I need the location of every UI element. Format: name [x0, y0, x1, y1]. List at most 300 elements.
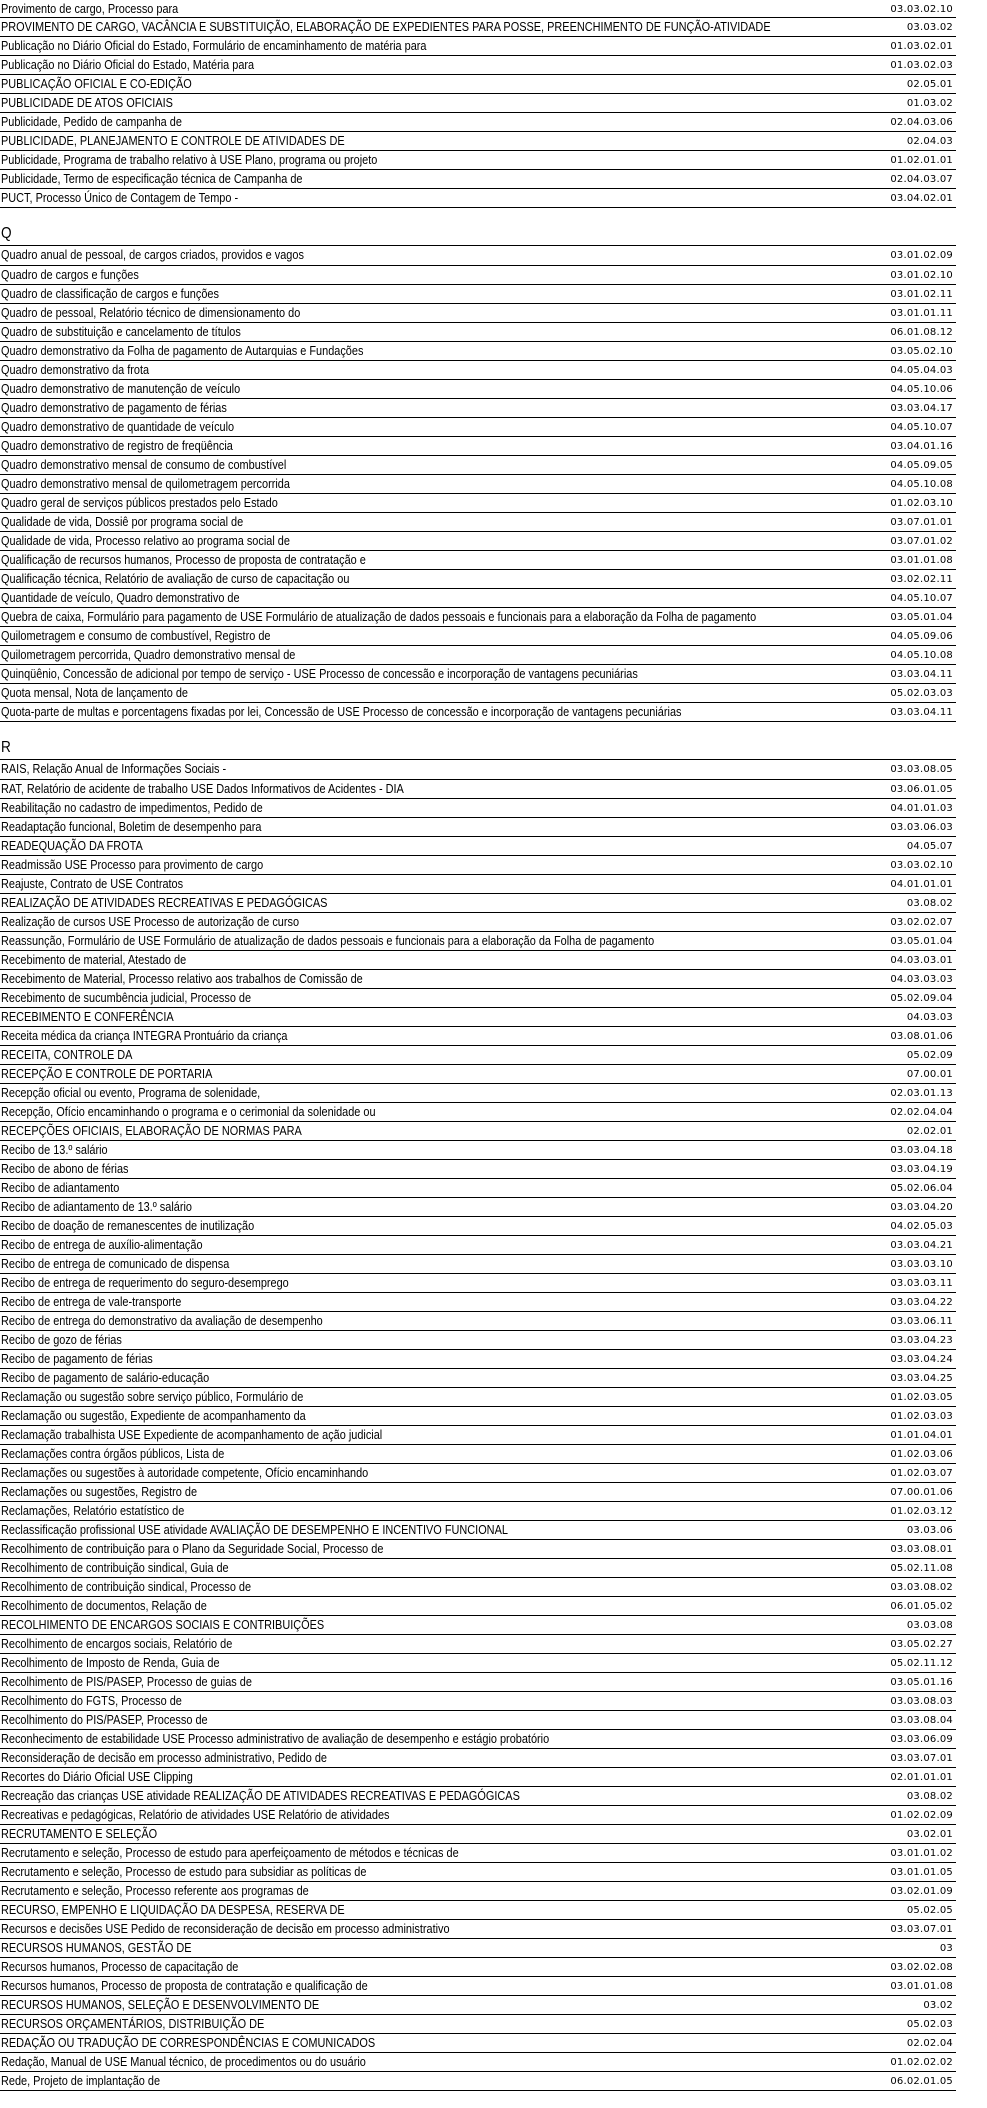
index-entry-row [0, 113, 956, 132]
entry-classification-code: 02.02.04 [906, 2038, 953, 2049]
index-entry-row [0, 1388, 956, 1407]
entry-classification-code: 03.03.04.11 [890, 707, 953, 718]
index-entry-row [0, 1502, 956, 1521]
index-entry-row [0, 1882, 956, 1901]
entry-classification-code: 03.05.02.27 [890, 1639, 953, 1650]
entry-classification-code: 03.03.07.01 [890, 1924, 953, 1935]
entry-term: Publicidade, Programa de trabalho relativo à USE Plano, programa ou projeto [1, 152, 378, 167]
entry-term: Recolhimento de contribuição para o Plano da Seguridade Social, Processo de [1, 1541, 384, 1556]
entry-classification-code: 03.03.06.11 [890, 1316, 953, 1327]
entry-classification-code: 04.05.10.08 [890, 650, 953, 661]
index-entry-row [0, 1426, 956, 1445]
index-entry-row [0, 970, 956, 989]
entry-classification-code: 03.05.01.16 [890, 1677, 953, 1688]
entry-term: RAIS, Relação Anual de Informações Sociais - [1, 761, 227, 776]
index-entry-row [0, 1084, 956, 1103]
entry-classification-code: 02.02.01 [906, 1126, 953, 1137]
entry-term: Recibo de entrega de auxílio-alimentação [1, 1237, 203, 1252]
entry-classification-code: 01.03.02.03 [890, 60, 953, 71]
entry-term: Recolhimento do FGTS, Processo de [1, 1693, 182, 1708]
index-entry-row [0, 1331, 956, 1350]
entry-classification-code: 03.03.04.21 [890, 1240, 953, 1251]
entry-classification-code: 03.05.02.10 [890, 346, 953, 357]
index-entry-row [0, 1958, 956, 1977]
index-entry-row [0, 1198, 956, 1217]
entry-classification-code: 04.03.03.01 [890, 955, 953, 966]
index-entry-row [0, 1350, 956, 1369]
entry-term: Reclamações ou sugestões à autoridade competente, Ofício encaminhando [1, 1465, 369, 1480]
entry-classification-code: 03.03.08.02 [890, 1582, 953, 1593]
entry-classification-code: 03.03.03.10 [890, 1259, 953, 1270]
entry-term: Reajuste, Contrato de USE Contratos [1, 876, 184, 891]
entry-term: Recolhimento de PIS/PASEP, Processo de guias de [1, 1674, 252, 1689]
entry-classification-code: 04.05.10.07 [890, 422, 953, 433]
entry-classification-code: 03.03.04.18 [890, 1145, 953, 1156]
entry-term: Recibo de entrega do demonstrativo da avaliação de desempenho [1, 1313, 323, 1328]
entry-term: Recepção oficial ou evento, Programa de solenidade, [1, 1085, 261, 1100]
entry-classification-code: 03.02.01.09 [890, 1886, 953, 1897]
index-entry-row [0, 75, 956, 94]
entry-term: RAT, Relatório de acidente de trabalho USE Dados Informativos de Acidentes - DIA [1, 781, 404, 796]
entry-term: Reclamação ou sugestão sobre serviço público, Formulário de [1, 1389, 304, 1404]
entry-classification-code: 06.01.05.02 [890, 1601, 953, 1612]
entry-classification-code: 03.03.04.19 [890, 1164, 953, 1175]
entry-term: Recepção, Ofício encaminhando o programa e o cerimonial da solenidade ou [1, 1104, 376, 1119]
entry-classification-code: 06.01.08.12 [890, 327, 953, 338]
entry-term: Quota-parte de multas e porcentagens fixadas por lei, Concessão de USE Processo de concessão e incorporação de vantagens pecuniárias [1, 704, 682, 719]
index-entry-row [0, 1103, 956, 1122]
entry-term: PUCT, Processo Único de Contagem de Tempo - [1, 190, 239, 205]
index-entry-row [0, 1065, 956, 1084]
entry-term: Reassunção, Formulário de USE Formulário de atualização de dados pessoais e funcionais para a elaboração da Folha de pagamento [1, 933, 655, 948]
entry-term: Reclamações contra órgãos públicos, Lista de [1, 1446, 225, 1461]
entry-term: REDAÇÃO OU TRADUÇÃO DE CORRESPONDÊNCIAS E COMUNICADOS [1, 2035, 376, 2050]
entry-term: Recolhimento de contribuição sindical, Guia de [1, 1560, 229, 1575]
index-entry-row [0, 1293, 956, 1312]
index-entry-row [0, 1692, 956, 1711]
entry-classification-code: 01.02.03.05 [890, 1392, 953, 1403]
entry-term: Recolhimento de encargos sociais, Relatório de [1, 1636, 233, 1651]
entry-term: Quadro de substituição e cancelamento de títulos [1, 324, 241, 339]
index-entry-row [0, 1369, 956, 1388]
index-entry-row [0, 1996, 956, 2015]
entry-classification-code: 03.02.02.08 [890, 1962, 953, 1973]
entry-classification-code: 03.03.08.03 [890, 1696, 953, 1707]
entry-classification-code: 03.03.08 [906, 1620, 953, 1631]
entry-term: Readaptação funcional, Boletim de desempenho para [1, 819, 262, 834]
entry-term: Reclamações, Relatório estatístico de [1, 1503, 185, 1518]
entry-classification-code: 03.04.02.01 [890, 193, 953, 204]
index-entry-row [0, 989, 956, 1008]
index-entry-row [0, 951, 956, 970]
entry-term: Quadro demonstrativo de registro de freqüência [1, 438, 233, 453]
index-entry-row [0, 380, 956, 399]
entry-term: Quebra de caixa, Formulário para pagamento de USE Formulário de atualização de dados pessoais e funcionais para a elaboração da Folha de pagamento [1, 609, 757, 624]
index-entry-row [0, 304, 956, 323]
entry-term: Recursos humanos, Processo de capacitação de [1, 1959, 239, 1974]
entry-term: Reabilitação no cadastro de impedimentos, Pedido de [1, 800, 263, 815]
entry-classification-code: 03.02.01 [906, 1829, 953, 1840]
index-entry-row [0, 932, 956, 951]
index-entry-row [0, 418, 956, 437]
entry-classification-code: 05.02.03 [906, 2019, 953, 2030]
entry-term: Qualidade de vida, Dossiê por programa social de [1, 514, 244, 529]
entry-classification-code: 07.00.01.06 [890, 1487, 953, 1498]
index-entry-row [0, 246, 956, 266]
index-entry-row [0, 513, 956, 532]
entry-term: Recursos humanos, Processo de proposta de contratação e qualificação de [1, 1978, 368, 1993]
index-entry-row [0, 627, 956, 646]
entry-classification-code: 01.02.01.01 [890, 155, 953, 166]
entry-term: Recibo de entrega de comunicado de dispensa [1, 1256, 230, 1271]
entry-classification-code: 03.03.04.24 [890, 1354, 953, 1365]
index-entry-row [0, 894, 956, 913]
section-letter: Q [1, 225, 12, 242]
entry-classification-code: 01.02.02.02 [890, 2057, 953, 2068]
index-entry-row [0, 1730, 956, 1749]
entry-term: Recrutamento e seleção, Processo de estudo para subsidiar as políticas de [1, 1864, 367, 1879]
entry-classification-code: 03.03.08.05 [890, 764, 953, 775]
index-entry-row [0, 1901, 956, 1920]
index-entry-row [0, 18, 956, 37]
entry-classification-code: 05.02.03.03 [890, 688, 953, 699]
index-entry-row [0, 494, 956, 513]
entry-classification-code: 03.03.02 [906, 22, 953, 33]
index-entry-row [0, 0, 956, 18]
entry-classification-code: 03.03.04.23 [890, 1335, 953, 1346]
entry-classification-code: 03 [939, 1943, 953, 1954]
entry-term: REALIZAÇÃO DE ATIVIDADES RECREATIVAS E PEDAGÓGICAS [1, 895, 328, 910]
entry-term: Publicidade, Termo de especificação técnica de Campanha de [1, 171, 303, 186]
entry-term: Recibo de pagamento de férias [1, 1351, 153, 1366]
entry-term: RECEPÇÕES OFICIAIS, ELABORAÇÃO DE NORMAS PARA [1, 1123, 302, 1138]
entry-term: Quadro de pessoal, Relatório técnico de dimensionamento do [1, 305, 301, 320]
entry-classification-code: 04.05.10.08 [890, 479, 953, 490]
index-entry-row [0, 1749, 956, 1768]
index-entry-row [0, 1597, 956, 1616]
index-entry-row [0, 532, 956, 551]
entry-classification-code: 03.08.02 [906, 898, 953, 909]
entry-term: Quadro demonstrativo da frota [1, 362, 150, 377]
index-entry-row [0, 837, 956, 856]
entry-classification-code: 04.01.01.03 [890, 803, 953, 814]
entry-term: Rede, Projeto de implantação de [1, 2073, 161, 2088]
index-entry-row [0, 285, 956, 304]
entry-classification-code: 05.02.09.04 [890, 993, 953, 1004]
entry-term: Recibo de entrega de vale-transporte [1, 1294, 182, 1309]
index-entry-row [0, 1787, 956, 1806]
entry-term: PUBLICIDADE, PLANEJAMENTO E CONTROLE DE ATIVIDADES DE [1, 133, 345, 148]
entry-term: Quilometragem e consumo de combustível, Registro de [1, 628, 271, 643]
entry-term: Recibo de 13.º salário [1, 1142, 108, 1157]
entry-classification-code: 03.04.01.16 [890, 441, 953, 452]
entry-term: Recolhimento de documentos, Relação de [1, 1598, 207, 1613]
index-entry-row [0, 1179, 956, 1198]
index-entry-row [0, 875, 956, 894]
entry-term: Recibo de adiantamento de 13.º salário [1, 1199, 192, 1214]
entry-classification-code: 03.03.06.09 [890, 1734, 953, 1745]
entry-classification-code: 05.02.11.12 [890, 1658, 953, 1669]
index-entry-row [0, 170, 956, 189]
index-entry-row [0, 818, 956, 837]
index-entry-row [0, 456, 956, 475]
entry-term: Realização de cursos USE Processo de autorização de curso [1, 914, 300, 929]
index-entry-row [0, 684, 956, 703]
entry-classification-code: 05.02.11.08 [890, 1563, 953, 1574]
entry-classification-code: 03.03.04.11 [890, 669, 953, 680]
entry-classification-code: 01.03.02 [906, 98, 953, 109]
entry-classification-code: 04.05.09.06 [890, 631, 953, 642]
entry-term: Quadro de classificação de cargos e funções [1, 286, 219, 301]
entry-classification-code: 03.02.02.11 [890, 574, 953, 585]
index-entry-row [0, 2015, 956, 2034]
index-entry-row [0, 760, 956, 780]
entry-term: Publicação no Diário Oficial do Estado, Matéria para [1, 57, 255, 72]
index-entry-row [0, 2072, 956, 2091]
entry-term: Recolhimento de Imposto de Renda, Guia de [1, 1655, 220, 1670]
index-entry-row [0, 399, 956, 418]
entry-term: Reclamação trabalhista USE Expediente de acompanhamento de ação judicial [1, 1427, 383, 1442]
entry-classification-code: 03.03.03.11 [890, 1278, 953, 1289]
entry-term: Provimento de cargo, Processo para [1, 1, 179, 16]
entry-term: Quadro anual de pessoal, de cargos criados, providos e vagos [1, 247, 304, 262]
section-q [0, 223, 956, 722]
index-entry-row [0, 189, 956, 208]
index-entry-row [0, 1825, 956, 1844]
index-entry-row [0, 608, 956, 627]
entry-classification-code: 03.02.02.07 [890, 917, 953, 928]
entry-term: PROVIMENTO DE CARGO, VACÂNCIA E SUBSTITUIÇÃO, ELABORAÇÃO DE EXPEDIENTES PARA POSSE, PREENCHIMENTO DE FUNÇÃO-ATIVIDADE [1, 19, 771, 34]
entry-classification-code: 01.02.03.07 [890, 1468, 953, 1479]
entry-term: Quadro demonstrativo mensal de consumo de combustível [1, 457, 287, 472]
index-entry-row [0, 1920, 956, 1939]
index-entry-row [0, 913, 956, 932]
entry-term: Reclassificação profissional USE atividade AVALIAÇÃO DE DESEMPENHO E INCENTIVO FUNCIONAL [1, 1522, 508, 1537]
entry-term: Reclamações ou sugestões, Registro de [1, 1484, 198, 1499]
index-entry-row [0, 1141, 956, 1160]
entry-classification-code: 02.01.01.01 [890, 1772, 953, 1783]
index-entry-row [0, 342, 956, 361]
entry-term: Recrutamento e seleção, Processo referente aos programas de [1, 1883, 309, 1898]
entry-classification-code: 03.03.04.17 [890, 403, 953, 414]
entry-term: Qualificação técnica, Relatório de avaliação de curso de capacitação ou [1, 571, 350, 586]
entry-classification-code: 03.03.04.20 [890, 1202, 953, 1213]
index-entry-row [0, 1312, 956, 1331]
entry-classification-code: 04.05.09.05 [890, 460, 953, 471]
entry-term: RECURSOS HUMANOS, GESTÃO DE [1, 1940, 192, 1955]
entry-term: Quadro demonstrativo de pagamento de férias [1, 400, 227, 415]
entry-classification-code: 01.01.04.01 [890, 1430, 953, 1441]
index-entry-row [0, 1635, 956, 1654]
entry-term: Quota mensal, Nota de lançamento de [1, 685, 188, 700]
index-entry-row [0, 856, 956, 875]
index-entry-row [0, 1255, 956, 1274]
entry-term: Recibo de pagamento de salário-educação [1, 1370, 210, 1385]
entry-term: Recrutamento e seleção, Processo de estudo para aperfeiçoamento de métodos e técnicas de [1, 1845, 459, 1860]
index-entry-row [0, 1806, 956, 1825]
index-entry-row [0, 1122, 956, 1141]
entry-term: Recortes do Diário Oficial USE Clipping [1, 1769, 193, 1784]
index-entry-row [0, 56, 956, 75]
entry-term: Redação, Manual de USE Manual técnico, de procedimentos ou do usuário [1, 2054, 366, 2069]
entry-term: Quinqüênio, Concessão de adicional por tempo de serviço - USE Processo de concessão e incorporação de vantagens pecuniárias [1, 666, 638, 681]
entry-classification-code: 03.03.08.01 [890, 1544, 953, 1555]
entry-classification-code: 02.04.03.06 [890, 117, 953, 128]
index-entry-row [0, 1445, 956, 1464]
index-entry-row [0, 1483, 956, 1502]
index-entry-row [0, 1768, 956, 1787]
index-entry-row [0, 1711, 956, 1730]
index-entry-row [0, 551, 956, 570]
entry-term: Quadro demonstrativo mensal de quilometragem percorrida [1, 476, 290, 491]
index-entry-row [0, 475, 956, 494]
entry-term: Reconhecimento de estabilidade USE Processo administrativo de avaliação de desempenho e estágio probatório [1, 1731, 550, 1746]
entry-term: RECOLHIMENTO DE ENCARGOS SOCIAIS E CONTRIBUIÇÕES [1, 1617, 325, 1632]
entry-term: Quantidade de veículo, Quadro demonstrativo de [1, 590, 240, 605]
index-entry-row [0, 589, 956, 608]
index-entry-row [0, 323, 956, 342]
entry-classification-code: 04.01.01.01 [890, 879, 953, 890]
index-entry-row [0, 1616, 956, 1635]
entry-classification-code: 03.03.02.10 [890, 860, 953, 871]
entry-classification-code: 01.02.03.06 [890, 1449, 953, 1460]
entry-classification-code: 04.03.03.03 [890, 974, 953, 985]
entry-classification-code: 03.08.01.06 [890, 1031, 953, 1042]
index-entry-row [0, 1027, 956, 1046]
index-entry-row [0, 266, 956, 285]
index-entry-row [0, 780, 956, 799]
entry-classification-code: 03.03.06.03 [890, 822, 953, 833]
entry-classification-code: 03.06.01.05 [890, 784, 953, 795]
entry-classification-code: 03.07.01.02 [890, 536, 953, 547]
entry-term: Qualificação de recursos humanos, Processo de proposta de contratação e [1, 552, 366, 567]
index-entry-row [0, 1863, 956, 1882]
index-entry-row [0, 646, 956, 665]
entry-classification-code: 03.08.02 [906, 1791, 953, 1802]
entry-classification-code: 03.01.02.10 [890, 270, 953, 281]
entry-classification-code: 03.05.01.04 [890, 612, 953, 623]
entry-classification-code: 06.02.01.05 [890, 2076, 953, 2087]
entry-classification-code: 04.05.10.07 [890, 593, 953, 604]
index-entry-row [0, 2034, 956, 2053]
entry-classification-code: 02.05.01 [906, 79, 953, 90]
entry-term: Readmissão USE Processo para provimento de cargo [1, 857, 264, 872]
entry-term: RECEITA, CONTROLE DA [1, 1047, 133, 1062]
entry-term: Recibo de doação de remanescentes de inutilização [1, 1218, 255, 1233]
section-letter: R [1, 739, 11, 756]
entry-term: RECURSO, EMPENHO E LIQUIDAÇÃO DA DESPESA, RESERVA DE [1, 1902, 345, 1917]
entry-classification-code: 02.02.04.04 [890, 1107, 953, 1118]
entry-term: Recibo de abono de férias [1, 1161, 129, 1176]
index-entry-row [0, 1673, 956, 1692]
entry-classification-code: 05.02.06.04 [890, 1183, 953, 1194]
index-entry-row [0, 665, 956, 684]
index-entry-row [0, 1578, 956, 1597]
entry-classification-code: 03.03.04.22 [890, 1297, 953, 1308]
entry-term: RECEBIMENTO E CONFERÊNCIA [1, 1009, 174, 1024]
index-entry-row [0, 1844, 956, 1863]
index-entry-row [0, 1008, 956, 1027]
entry-classification-code: 01.02.03.03 [890, 1411, 953, 1422]
entry-classification-code: 03.01.01.05 [890, 1867, 953, 1878]
entry-term: RECURSOS HUMANOS, SELEÇÃO E DESENVOLVIMENTO DE [1, 1997, 320, 2012]
section-r [0, 737, 956, 2091]
entry-classification-code: 04.05.04.03 [890, 365, 953, 376]
entry-term: Recibo de gozo de férias [1, 1332, 122, 1347]
index-entry-row [0, 1521, 956, 1540]
entry-term: Quadro geral de serviços públicos prestados pelo Estado [1, 495, 278, 510]
entry-term: Recolhimento de contribuição sindical, Processo de [1, 1579, 252, 1594]
entry-term: Quadro demonstrativo da Folha de pagamento de Autarquias e Fundações [1, 343, 364, 358]
index-entry-row [0, 570, 956, 589]
entry-classification-code: 03.03.08.04 [890, 1715, 953, 1726]
entry-classification-code: 04.05.10.06 [890, 384, 953, 395]
entry-term: Reconsideração de decisão em processo administrativo, Pedido de [1, 1750, 327, 1765]
entry-classification-code: 05.02.09 [906, 1050, 953, 1061]
entry-term: Recebimento de sucumbência judicial, Processo de [1, 990, 252, 1005]
entry-term: Recursos e decisões USE Pedido de reconsideração de decisão em processo administrativo [1, 1921, 450, 1936]
index-entry-row [0, 437, 956, 456]
entry-classification-code: 02.04.03 [906, 136, 953, 147]
entry-classification-code: 03.03.07.01 [890, 1753, 953, 1764]
entry-classification-code: 04.05.07 [906, 841, 953, 852]
entry-term: PUBLICIDADE DE ATOS OFICIAIS [1, 95, 173, 110]
entry-term: RECRUTAMENTO E SELEÇÃO [1, 1826, 158, 1841]
entry-classification-code: 03.03.02.10 [890, 4, 953, 15]
entry-classification-code: 02.03.01.13 [890, 1088, 953, 1099]
entry-classification-code: 03.03.06 [906, 1525, 953, 1536]
entry-classification-code: 04.02.05.03 [890, 1221, 953, 1232]
index-entry-row [0, 361, 956, 380]
index-entry-row [0, 1939, 956, 1958]
entry-term: Quadro demonstrativo de quantidade de veículo [1, 419, 235, 434]
entry-term: Publicação no Diário Oficial do Estado, Formulário de encaminhamento de matéria para [1, 38, 427, 53]
index-entry-row [0, 1977, 956, 1996]
index-entry-row [0, 1046, 956, 1065]
entry-classification-code: 03.01.02.11 [890, 289, 953, 300]
index-entry-row [0, 94, 956, 113]
entry-term: Recebimento de Material, Processo relativo aos trabalhos de Comissão de [1, 971, 363, 986]
index-entry-row [0, 1217, 956, 1236]
entry-classification-code: 01.02.02.09 [890, 1810, 953, 1821]
entry-classification-code: 03.02 [923, 2000, 953, 2011]
entry-classification-code: 01.03.02.01 [890, 41, 953, 52]
entry-classification-code: 03.01.01.02 [890, 1848, 953, 1859]
entry-term: Recibo de adiantamento [1, 1180, 120, 1195]
entry-term: Recreação das crianças USE atividade REALIZAÇÃO DE ATIVIDADES RECREATIVAS E PEDAGÓGICAS [1, 1788, 520, 1803]
index-entry-row [0, 151, 956, 170]
entry-term: Publicidade, Pedido de campanha de [1, 114, 182, 129]
index-entry-row [0, 1274, 956, 1293]
entry-classification-code: 03.05.01.04 [890, 936, 953, 947]
entry-term: Receita médica da criança INTEGRA Prontuário da criança [1, 1028, 288, 1043]
entry-classification-code: 02.04.03.07 [890, 174, 953, 185]
section-header [0, 737, 956, 760]
section-continued [0, 0, 956, 208]
index-entry-row [0, 799, 956, 818]
entry-term: Recreativas e pedagógicas, Relatório de atividades USE Relatório de atividades [1, 1807, 390, 1822]
entry-term: Quadro de cargos e funções [1, 267, 139, 282]
entry-classification-code: 01.02.03.10 [890, 498, 953, 509]
entry-term: Recibo de entrega de requerimento do seguro-desemprego [1, 1275, 289, 1290]
entry-term: Quadro demonstrativo de manutenção de veículo [1, 381, 241, 396]
index-entry-row [0, 2053, 956, 2072]
index-entry-row [0, 1654, 956, 1673]
entry-term: RECURSOS ORÇAMENTÁRIOS, DISTRIBUIÇÃO DE [1, 2016, 265, 2031]
entry-term: Recebimento de material, Atestado de [1, 952, 187, 967]
entry-classification-code: 03.07.01.01 [890, 517, 953, 528]
section-header [0, 223, 956, 246]
